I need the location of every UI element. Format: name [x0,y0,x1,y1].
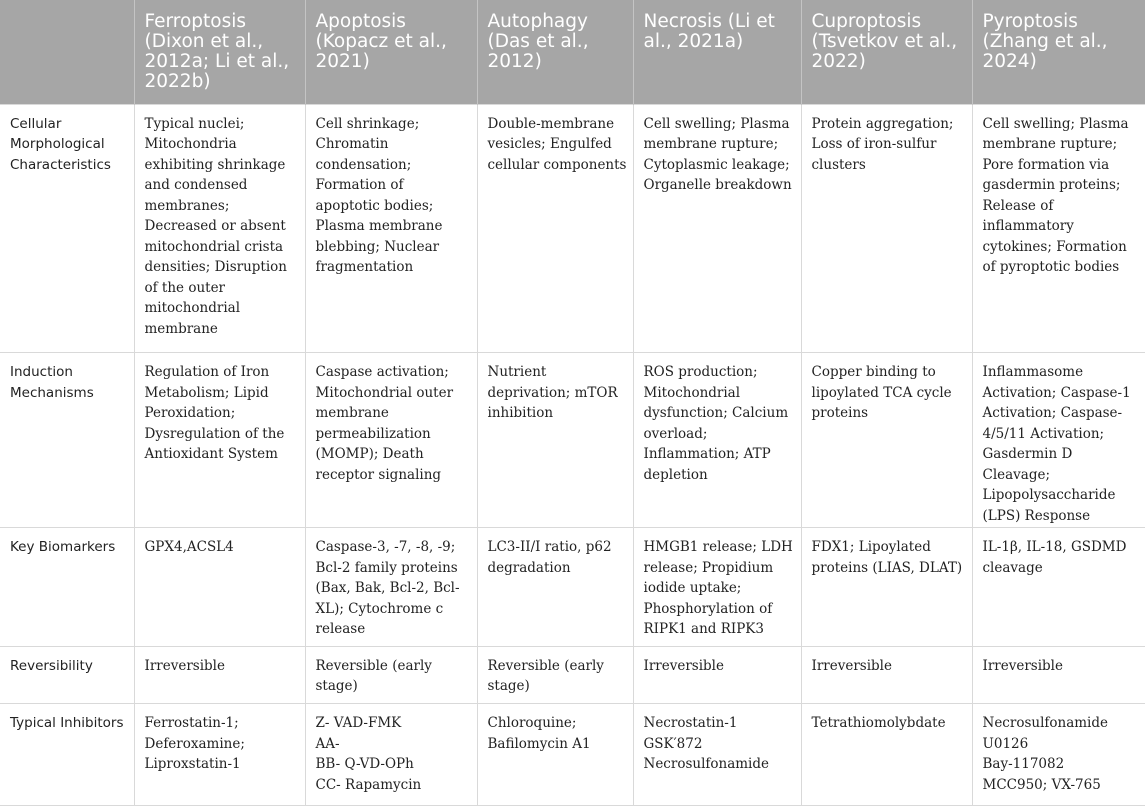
table-cell: Irreversible [801,646,972,703]
header-ferroptosis: Ferroptosis (Dixon et al., 2012a; Li et al., 2022b) [134,0,305,104]
cell-line: BB- Q-VD-OPh [315,756,414,773]
table-cell: LC3-II/I ratio, p62 degradation [477,528,633,647]
cell-line: GSK′872 [643,735,703,752]
table-cell: Irreversible [134,646,305,703]
table-cell: Typical nuclei; Mitochondria exhibiting shrinkage and condensed membranes; Decreased or absent mitochondrial crista densities; Disruption of the outer mitochondrial membrane [134,104,305,353]
row-label: Cellular Morphological Characteristics [0,104,134,353]
row-label: Typical Inhibitors [0,704,134,806]
table-cell [633,704,801,806]
table-cell: IL-1β, IL-18, GSDMD cleavage [972,528,1145,647]
table-cell: Tetrathiomolybdate [801,704,972,806]
table-cell: Double-membrane vesicles; Engulfed cellular components [477,104,633,353]
cell-line: Bay-117082 [982,756,1065,773]
table-cell: ROS production; Mitochondrial dysfunction; Calcium overload; Inflammation; ATP depletion [633,353,801,528]
cell-line: U0126 [982,735,1029,752]
table-cell: Regulation of Iron Metabolism; Lipid Peroxidation; Dysregulation of the Antioxidant System [134,353,305,528]
header-necrosis: Necrosis (Li et al., 2021a) [633,0,801,104]
cell-line: Z- VAD-FMK [315,715,402,732]
cell-line: MCC950; VX-765 [982,776,1101,793]
table-cell: HMGB1 release; LDH release; Propidium iodide uptake; Phosphorylation of RIPK1 and RIPK3 [633,528,801,647]
table-cell [972,704,1145,806]
cell-line: Necrosulfonamide [982,715,1109,732]
table-cell: Reversible (early stage) [477,646,633,703]
table-cell [305,704,477,806]
header-pyroptosis: Pyroptosis (Zhang et al., 2024) [972,0,1145,104]
table-cell: Ferrostatin-1; Deferoxamine; Liproxstatin-1 [134,704,305,806]
table-cell: Cell swelling; Plasma membrane rupture; Pore formation via gasdermin proteins; Release of inflammatory cytokines; Formation of pyroptotic bodies [972,104,1145,353]
table-cell: Caspase-3, -7, -8, -9; Bcl-2 family proteins (Bax, Bak, Bcl-2, Bcl-XL); Cytochrome c release [305,528,477,647]
row-inhibitors [0,704,1145,806]
row-label: Induction Mechanisms [0,353,134,528]
row-label: Reversibility [0,646,134,703]
cell-line: AA- [315,735,340,752]
header-cell-empty [0,0,134,104]
table-cell: Caspase activation; Mitochondrial outer membrane permeabilization (MOMP); Death receptor signaling [305,353,477,528]
header-cuproptosis: Cuproptosis (Tsvetkov et al., 2022) [801,0,972,104]
row-biomarkers [0,528,1145,647]
row-reversibility [0,646,1145,703]
row-induction [0,353,1145,528]
row-morphology [0,104,1145,353]
table-cell: Protein aggregation; Loss of iron-sulfur clusters [801,104,972,353]
table-cell: Cell swelling; Plasma membrane rupture; Cytoplasmic leakage; Organelle breakdown [633,104,801,353]
table-cell: Reversible (early stage) [305,646,477,703]
header-autophagy: Autophagy (Das et al., 2012) [477,0,633,104]
cell-line: Necrosulfonamide [643,756,770,773]
table-cell: Cell shrinkage; Chromatin condensation; Formation of apoptotic bodies; Plasma membrane blebbing; Nuclear fragmentation [305,104,477,353]
table-cell: Inflammasome Activation; Caspase-1 Activation; Caspase-4/5/11 Activation; Gasdermin D Cleavage; Lipopolysaccharide (LPS) Response [972,353,1145,528]
cell-line: CC- Rapamycin [315,776,422,793]
table-cell: Irreversible [972,646,1145,703]
header-row [0,0,1145,104]
table-cell: Copper binding to lipoylated TCA cycle proteins [801,353,972,528]
table-cell: Chloroquine; Bafilomycin A1 [477,704,633,806]
table-cell: GPX4,ACSL4 [134,528,305,647]
cell-line: Necrostatin-1 [643,715,738,732]
header-apoptosis: Apoptosis (Kopacz et al., 2021) [305,0,477,104]
table-cell: Irreversible [633,646,801,703]
table-cell: FDX1; Lipoylated proteins (LIAS, DLAT) [801,528,972,647]
table-cell: Nutrient deprivation; mTOR inhibition [477,353,633,528]
row-label: Key Biomarkers [0,528,134,647]
